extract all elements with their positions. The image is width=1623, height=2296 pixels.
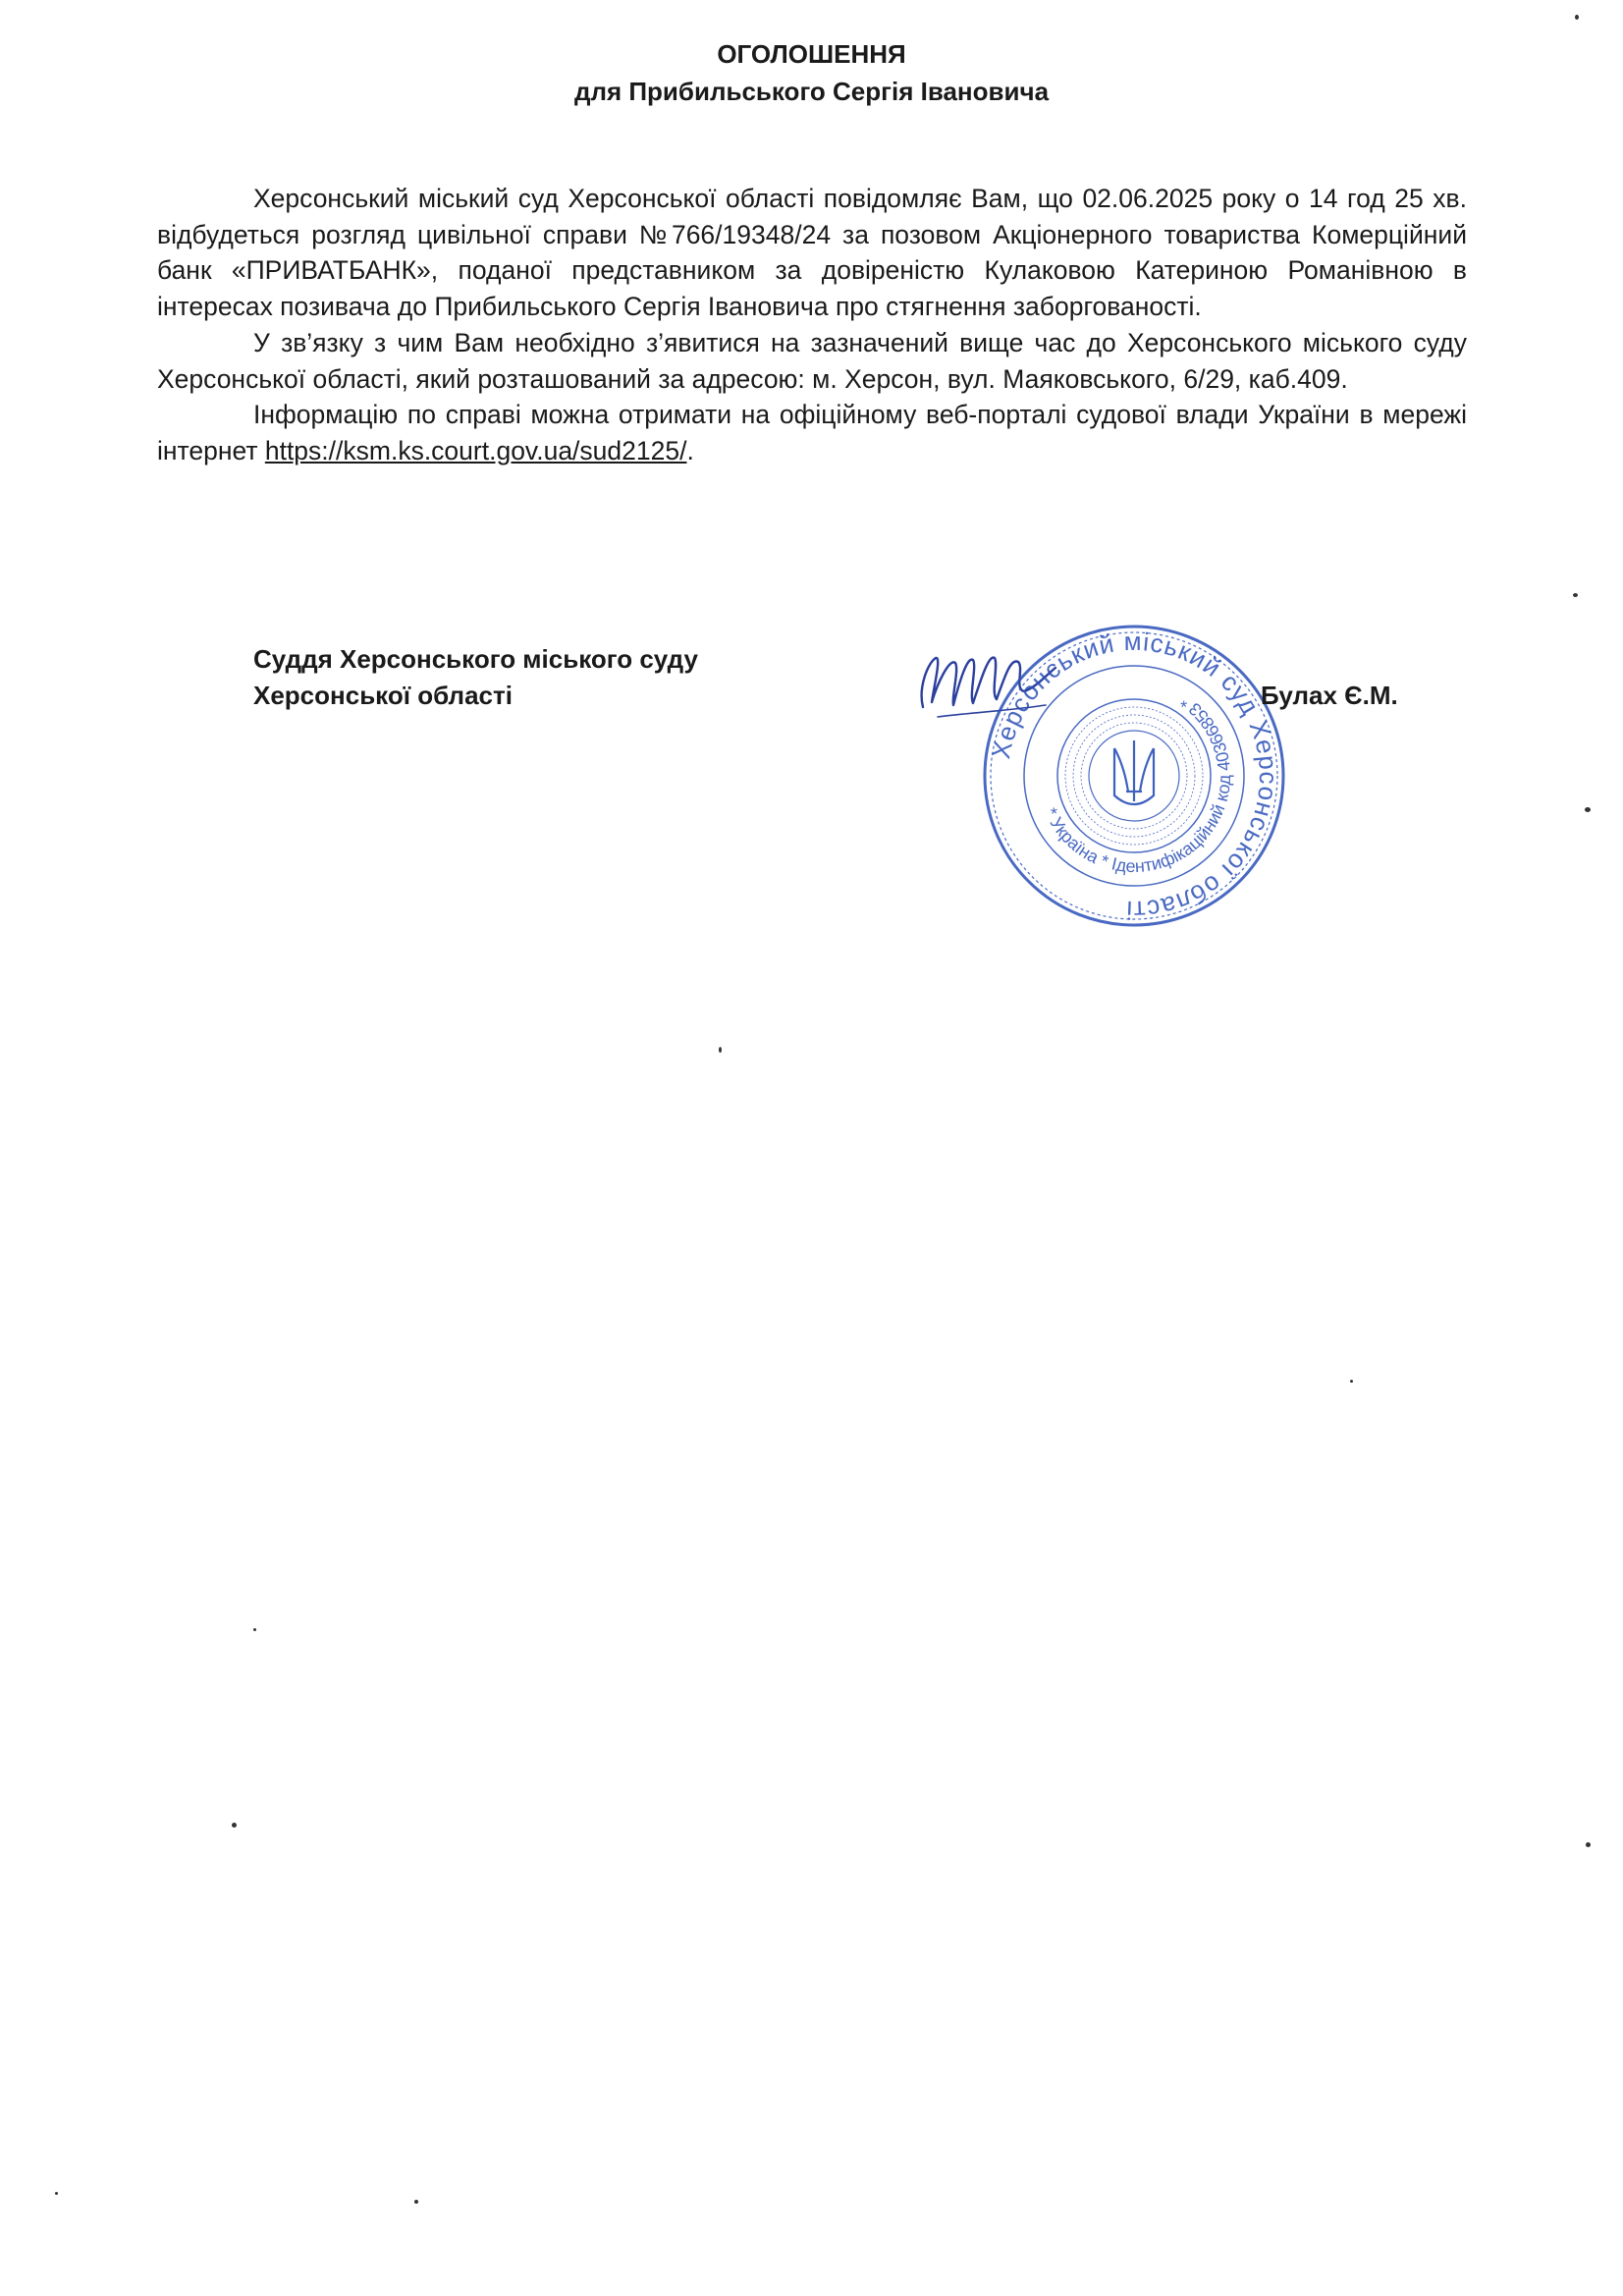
trident-emblem-icon xyxy=(1114,740,1154,804)
scan-speck xyxy=(55,2192,58,2195)
official-stamp xyxy=(977,619,1291,933)
scan-speck xyxy=(1575,15,1579,20)
judge-position xyxy=(253,641,698,714)
judge-position-line2: Херсонської області xyxy=(253,681,513,710)
document-title xyxy=(0,35,1623,110)
scan-speck xyxy=(719,1047,722,1053)
svg-text:* Україна * Ідентифікаційний к xyxy=(1041,691,1234,876)
stamp-outer-text: Херсонський міський суд Херсонської області xyxy=(986,626,1284,926)
case-info-suffix: . xyxy=(686,435,694,465)
document-body xyxy=(157,181,1467,469)
court-portal-link[interactable]: https://ksm.ks.court.gov.ua/sud2125/ xyxy=(264,435,687,465)
stamp-inner-text: * Україна * Ідентифікаційний код 40366853 * xyxy=(1041,691,1235,877)
paragraph-hearing-notice: Херсонський міський суд Херсонської області повідомляє Вам, що 02.06.2025 року о 14 год 25 хв. відбудеться розгляд цивільної справи №766/19348/24 за позовом Акціонерного товариства Комерційний банк «ПРИВАТБАНК», поданої представником за довіреністю Кулаковою Катериною Романівною в інтересах позивача до Прибильського Сергія Івановича про стягнення заборгованості. xyxy=(157,184,1467,322)
scan-speck xyxy=(1585,807,1591,812)
paragraph-case-info xyxy=(157,397,1467,468)
scan-speck xyxy=(414,2200,418,2204)
title-recipient: для Прибильського Сергія Івановича xyxy=(573,77,1050,106)
judge-name: Булах Є.М. xyxy=(1261,681,1398,710)
scan-speck xyxy=(1586,1842,1591,1847)
judge-position-line1: Суддя Херсонського міського суду xyxy=(253,644,698,674)
scan-speck xyxy=(253,1628,256,1631)
scan-speck xyxy=(1350,1380,1353,1383)
scan-speck xyxy=(232,1823,237,1828)
scan-speck xyxy=(1573,593,1578,597)
title-heading: ОГОЛОШЕННЯ xyxy=(717,39,906,69)
paragraph-appearance-request: У зв’язку з чим Вам необхідно з’явитися на зазначений вище час до Херсонського міського суду Херсонської області, який розташований за адресою: м. Херсон, вул. Маяковського, 6/29, каб.409. xyxy=(157,327,1467,394)
case-info-text: Інформацію по справі можна отримати на офіційному веб-порталі судової влади України в мережі інтернет xyxy=(157,400,1467,465)
